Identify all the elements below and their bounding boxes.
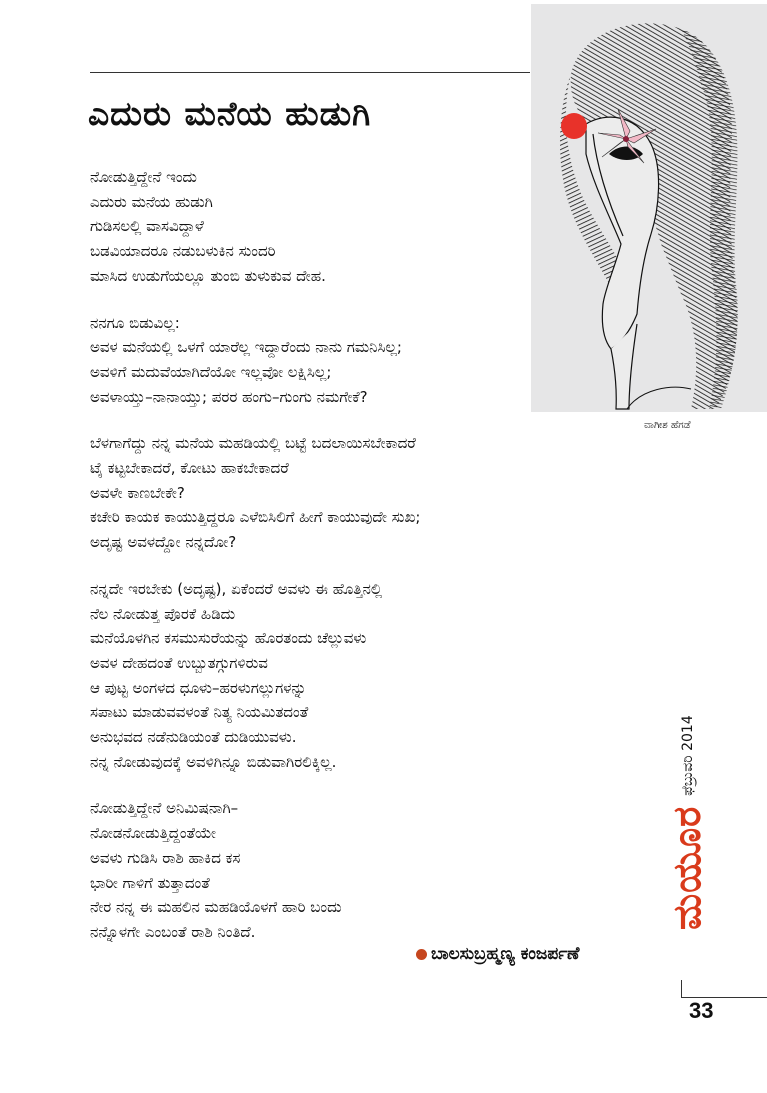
poem-line: ಆ ಪುಟ್ಟ ಅಂಗಳದ ಧೂಳು–ಹರಳುಗಲ್ಲುಗಳನ್ನು [90, 678, 307, 697]
poem-body [90, 165, 540, 967]
poem-line: ಗುಡಿಸಲಲ್ಲಿ ವಾಸವಿದ್ದಾಳೆ [90, 217, 204, 236]
magazine-logo: ಮಯೂರ [665, 805, 709, 930]
page-number: 33 [689, 998, 714, 1023]
poem-line: ಬೆಳಗಾಗೆದ್ದು ನನ್ನ ಮನೆಯ ಮಹಡಿಯಲ್ಲಿ ಬಟ್ಟೆ ಬದಲಾಯಿಸಬೇಕಾದರೆ [90, 434, 416, 453]
bullet-icon [416, 949, 427, 960]
poem-line: ಕಚೇರಿ ಕಾಯಕ ಕಾಯುತ್ತಿದ್ದರೂ ಎಳೆಬಿಸಿಲಿಗೆ ಹೀಗೆ ಕಾಯುವುದೇ ಸುಖ; [90, 508, 421, 527]
poem-line: ಅದೃಷ್ಟ ಅವಳದ್ದೋ ನನ್ನದೋ? [90, 533, 237, 552]
stanza [90, 796, 540, 944]
poem-line: ಎದುರು ಮನೆಯ ಹುಡುಗಿ [90, 192, 213, 211]
poem-line: ಮಾಸಿದ ಉಡುಗೆಯಲ್ಲೂ ತುಂಬಿ ತುಳುಕುವ ದೇಹ. [90, 266, 326, 285]
poem-title: ಎದುರು ಮನೆಯ ಹುಡುಗಿ [88, 94, 372, 133]
poem-line: ಟೈ ಕಟ್ಟಬೇಕಾದರೆ, ಕೋಟು ಹಾಕಬೇಕಾದರೆ [90, 459, 289, 478]
poem-line: ಬಡವಿಯಾದರೂ ನಡುಬಳುಕಿನ ಸುಂದರಿ [90, 242, 276, 261]
author-signature [416, 944, 579, 964]
poem-line: ಮನೆಯೊಳಗಿನ ಕಸಮುಸುರೆಯನ್ನು ಹೊರತಂದು ಚೆಲ್ಲುವಳು [90, 629, 367, 648]
footer-divider [681, 980, 682, 997]
poem-line: ನನ್ನದೇ ಇರಬೇಕು (ಅದೃಷ್ಟ), ಏಕೆಂದರೆ ಅವಳು ಈ ಹೊತ್ತಿನಲ್ಲಿ [90, 579, 383, 598]
poem-line: ಸಪಾಟು ಮಾಡುವವಳಂತೆ ನಿತ್ಯ ನಿಯಮಿತದಂತೆ [90, 703, 309, 722]
stanza [90, 431, 540, 555]
poem-line: ನನ್ನ ನೋಡುವುದಕ್ಕೆ ಅವಳಿಗಿನ್ನೂ ಬಿಡುವಾಗಿರಲಿಕ್ಕಿಲ್ಲ. [90, 752, 337, 771]
poem-line: ನನ್ನೊಳಗೇ ಎಂಬಂತೆ ರಾಶಿ ನಿಂತಿದೆ. [90, 922, 256, 941]
poem-line: ಅವಳೇ ಕಾಣಬೇಕೇ? [90, 483, 185, 502]
poem-line: ಅವಳಿಗೆ ಮದುವೆಯಾಗಿದೆಯೋ ಇಲ್ಲವೋ ಲಕ್ಷಿಸಿಲ್ಲ; [90, 362, 332, 381]
magazine-sidebar [665, 715, 710, 930]
poem-line: ನನಗೂ ಬಿಡುವಿಲ್ಲ: [90, 313, 180, 332]
poem-line: ಭಾರೀ ಗಾಳಿಗೆ ತುತ್ತಾದಂತೆ [90, 873, 210, 892]
poem-line: ನೆಲ ನೋಡುತ್ತ ಪೊರಕೆ ಹಿಡಿದು [90, 604, 236, 623]
poem-line: ಅವಳು ಗುಡಿಸಿ ರಾಶಿ ಹಾಕಿದ ಕಸ [90, 848, 241, 867]
issue-date: ಫೆಬ್ರುವರಿ 2014 [679, 715, 696, 796]
illustration-credit: ವಾಗೀಶ ಹೆಗಡೆ [644, 420, 691, 431]
stanza [90, 577, 540, 775]
woman-portrait-illustration [531, 4, 767, 412]
poem-line: ಅವಳ ಮನೆಯಲ್ಲಿ ಒಳಗೆ ಯಾರೆಲ್ಲ ಇದ್ದಾರೆಂದು ನಾನು ಗಮನಿಸಿಲ್ಲ; [90, 338, 402, 357]
poem-line: ಅನುಭವದ ನಡೆನುಡಿಯಂತೆ ದುಡಿಯುವಳು. [90, 728, 297, 747]
author-name: ಬಾಲಸುಬ್ರಹ್ಮಣ್ಯ ಕಂಜರ್ಪಣೆ [431, 944, 580, 964]
poem-line: ನೋಡುತ್ತಿದ್ದೇನೆ ಇಂದು [90, 168, 197, 186]
poem-line: ಅವಳ ದೇಹದಂತೆ ಉಬ್ಬುತಗ್ಗುಗಳಿರುವ [90, 653, 268, 672]
poem-line: ನೇರ ನನ್ನ ಈ ಮಹಲಿನ ಮಹಡಿಯೊಳಗೆ ಹಾರಿ ಬಂದು [90, 898, 342, 917]
poem-line: ನೋಡನೋಡುತ್ತಿದ್ದಂತೆಯೇ [90, 824, 217, 843]
stanza [90, 311, 540, 410]
top-rule [90, 72, 530, 73]
stanza [90, 165, 540, 289]
poem-line: ನೋಡುತ್ತಿದ್ದೇನೆ ಅನಿಮಿಷನಾಗಿ– [90, 799, 239, 818]
poem-line: ಅವಳಾಯ್ತು–ನಾನಾಯ್ತು; ಪರರ ಹಂಗು–ಗುಂಗು ನಮಗೇಕೆ? [90, 387, 368, 406]
